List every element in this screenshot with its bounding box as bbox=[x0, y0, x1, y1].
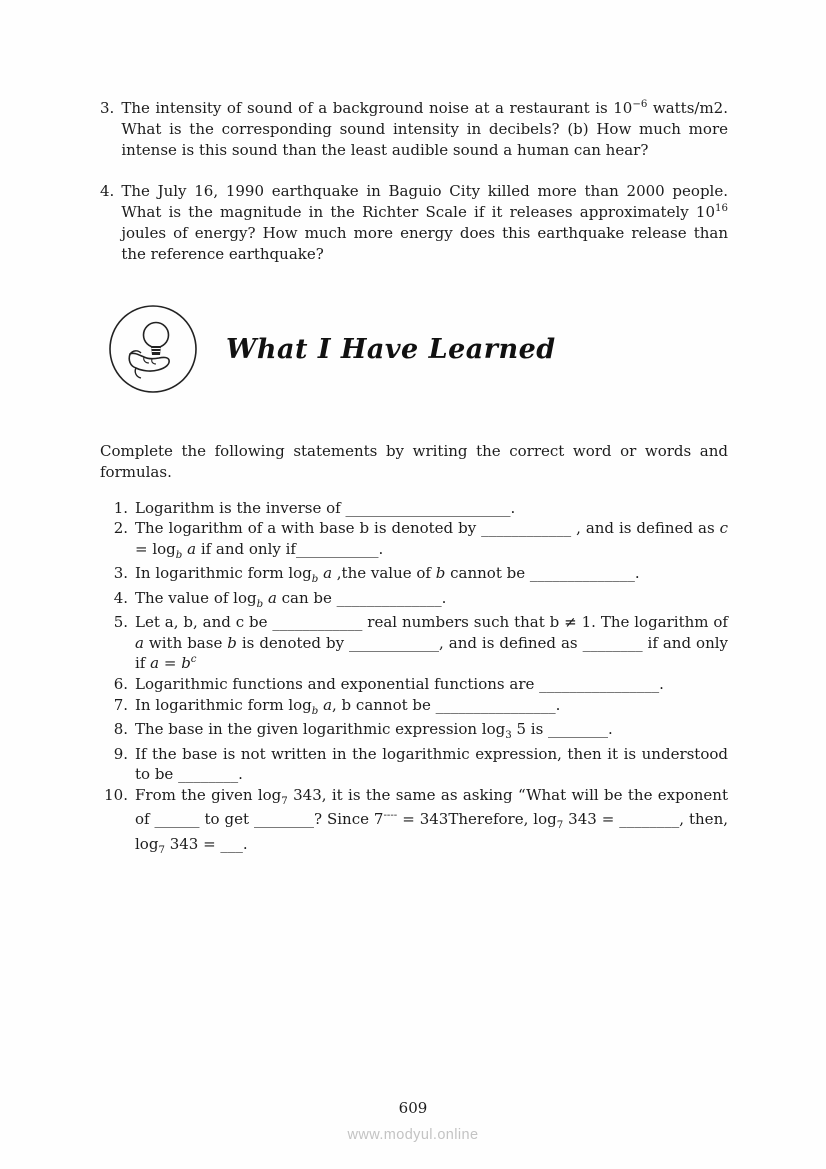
item-text: In logarithmic form $\log_b a$ ,the value of b cannot be ______________. bbox=[135, 564, 640, 586]
list-item bbox=[102, 498, 728, 519]
list-item bbox=[102, 695, 728, 719]
item-text: If the base is not written in the logarithmic expression, then it is understood to be ________. bbox=[135, 744, 728, 784]
item-number: 5. bbox=[113, 612, 128, 631]
item-number: 8. bbox=[113, 720, 128, 739]
item-number: 9. bbox=[113, 744, 128, 763]
item-text: From the given $\log_7 343$, it is the same as asking “What will be the exponent of ______ to get ________? Since 7---- = 343Therefore, $\log_7 343$ = ________, then, $\log_7 343$ = ___. bbox=[135, 786, 728, 856]
statement-list bbox=[102, 498, 728, 858]
section-title: What I Have Learned bbox=[226, 333, 556, 365]
list-item bbox=[102, 744, 728, 786]
question-number: 4. bbox=[100, 182, 115, 200]
list-item bbox=[102, 674, 728, 695]
question-text: The intensity of sound of a background noise at a restaurant is $10^{-6}$ watts/m2. What is the corresponding sound intensity in decibels? (b) How much more intense is this sound than the least audible sound a human can hear? bbox=[121, 99, 728, 159]
lightbulb-hand-icon bbox=[106, 302, 200, 396]
item-text: The value of $\log_b a$ can be ______________. bbox=[135, 588, 447, 610]
list-item bbox=[102, 719, 728, 743]
list-item bbox=[102, 785, 728, 858]
item-number: 10. bbox=[104, 786, 128, 805]
item-text: The base in the given logarithmic expression $\log_3 5$ is ________. bbox=[135, 720, 613, 742]
item-number: 7. bbox=[113, 696, 128, 715]
item-text: Let a, b, and c be ____________ real numbers such that b ≠ 1. The logarithm of a with base b is denoted by ____________, and is defined as ________ if and only if $a = b^c$ bbox=[135, 612, 728, 673]
section-header bbox=[106, 301, 728, 397]
list-item bbox=[102, 588, 728, 612]
list-item bbox=[102, 612, 728, 675]
item-text: In logarithmic form $\log_b a$, b cannot be ________________. bbox=[135, 696, 561, 718]
item-text: Logarithmic functions and exponential functions are ________________. bbox=[135, 675, 664, 694]
item-number: 2. bbox=[113, 519, 128, 538]
item-text: Logarithm is the inverse of ______________________. bbox=[135, 498, 516, 517]
item-number: 3. bbox=[113, 564, 128, 583]
watermark: www.modyul.online bbox=[347, 1127, 479, 1143]
list-item bbox=[102, 518, 728, 563]
question-number: 3. bbox=[100, 99, 115, 117]
question-item bbox=[100, 98, 728, 161]
question-item bbox=[100, 181, 728, 265]
list-item bbox=[102, 563, 728, 587]
item-number: 1. bbox=[113, 498, 128, 517]
question-text: The July 16, 1990 earthquake in Baguio City killed more than 2000 people. What is the magnitude in the Richter Scale if it releases approximately $10^{16}$ joules of energy? How much more energy does this earthquake release than the reference earthquake? bbox=[121, 182, 728, 263]
item-number: 4. bbox=[113, 588, 128, 607]
item-text: The logarithm of a with base b is denoted by ____________ , and is defined as $c = \log_b a$ if and only if___________. bbox=[135, 519, 728, 562]
item-number: 6. bbox=[113, 675, 128, 694]
instructions: Complete the following statements by writing the correct word or words and formulas. bbox=[100, 442, 728, 482]
page-number: 609 bbox=[398, 1099, 428, 1117]
